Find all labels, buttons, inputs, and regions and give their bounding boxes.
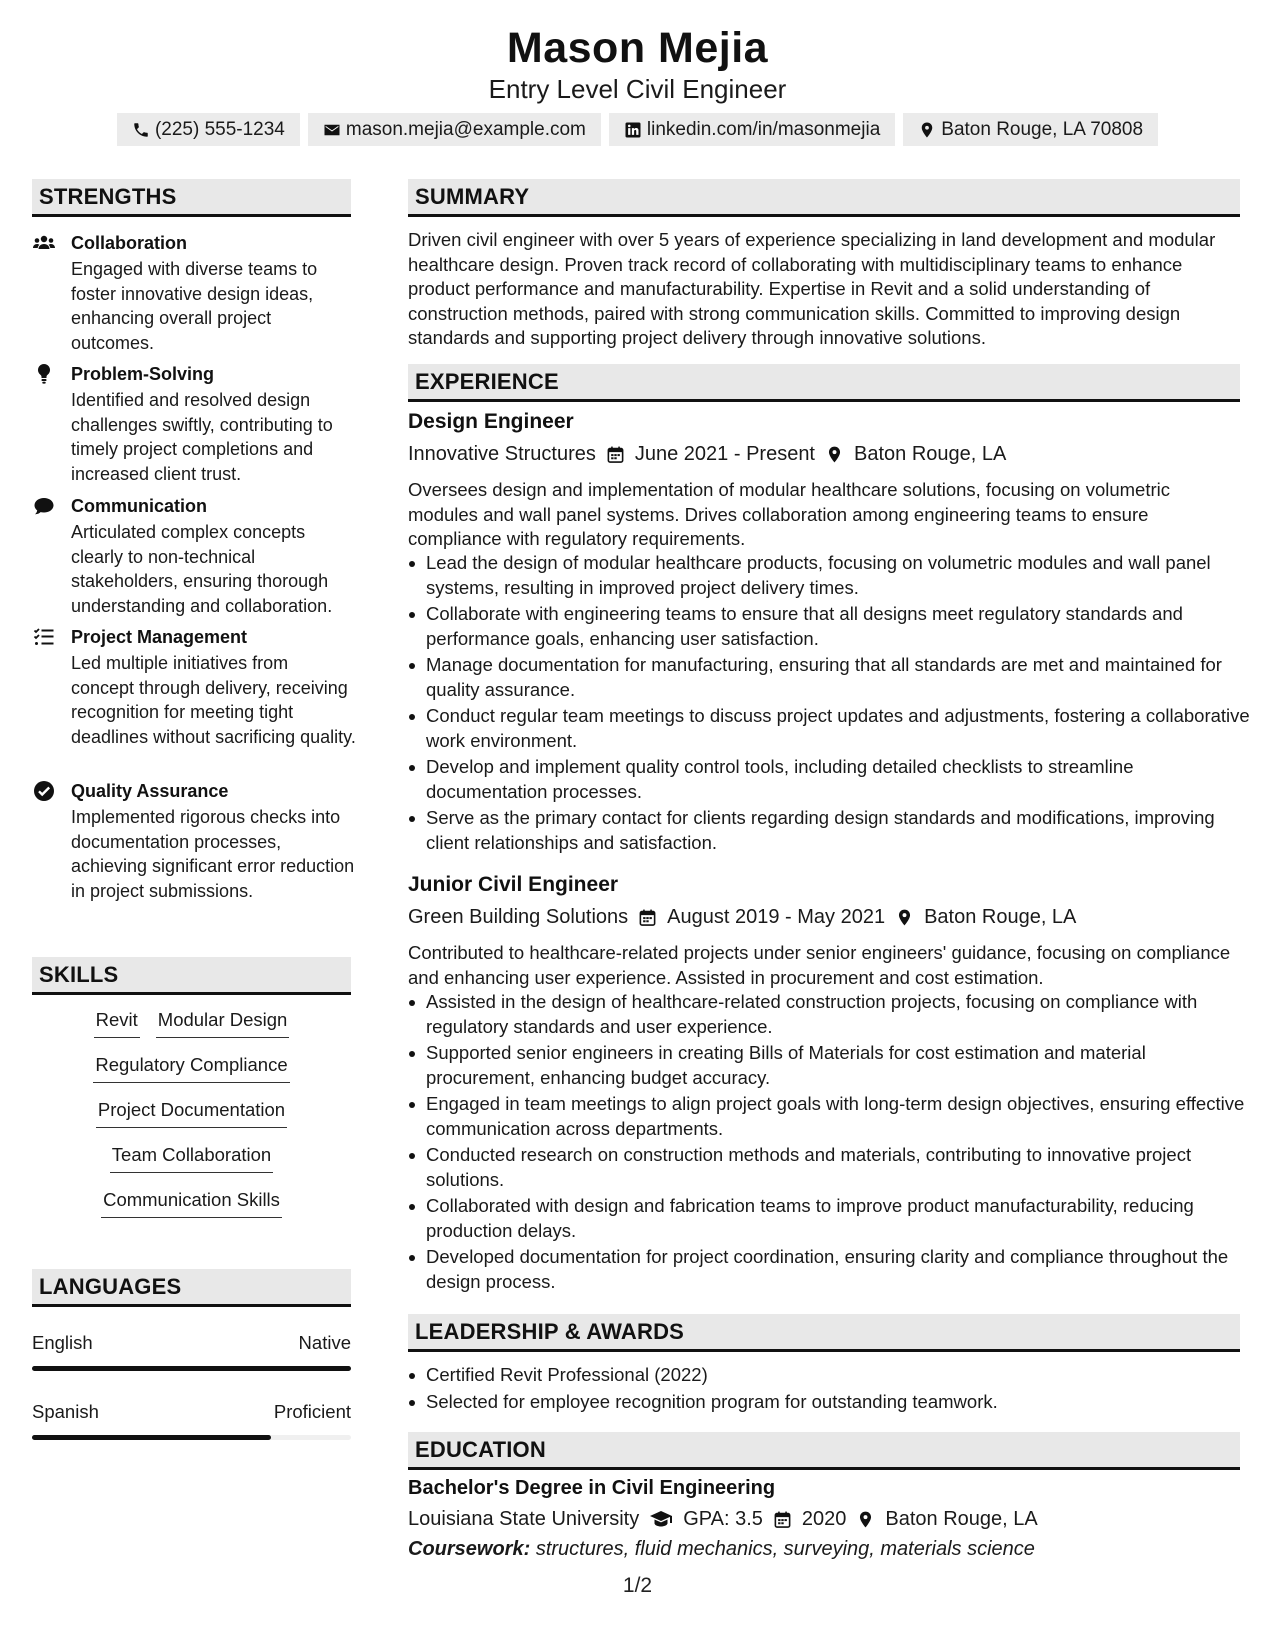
list-item: Assisted in the design of healthcare-related construction projects, focusing on compliance with regulatory standards and user experience. — [426, 990, 1258, 1039]
phone-text: (225) 555-1234 — [154, 119, 285, 140]
leadership-heading-text: LEADERSHIP & AWARDS — [415, 1319, 685, 1344]
skills-list — [32, 1008, 351, 1233]
summary-heading-text: SUMMARY — [415, 184, 530, 209]
contact-bar — [0, 113, 1275, 146]
coursework-line — [408, 1538, 1240, 1561]
leadership-list — [408, 1363, 1258, 1416]
speech-bubble-icon — [32, 494, 56, 518]
position-bullets — [408, 990, 1258, 1296]
proficiency-fill — [32, 1366, 351, 1371]
position-dates: August 2019 - May 2021 — [667, 906, 886, 928]
strength-title: Collaboration — [71, 233, 187, 253]
job-title-heading: Entry Level Civil Engineer — [488, 74, 787, 104]
phone-chip[interactable] — [117, 113, 300, 146]
email-text: mason.mejia@example.com — [345, 119, 586, 140]
list-item: Collaborate with engineering teams to ensure that all designs meet regulatory standards and performance goals, enhancing user satisfaction. — [426, 602, 1258, 651]
position-meta — [408, 443, 1006, 466]
skill-tag: Team Collaboration — [110, 1143, 273, 1173]
list-item: Develop and implement quality control tools, including detailed checklists to streamline documentation processes. — [426, 755, 1258, 804]
company-name: Green Building Solutions — [408, 906, 629, 928]
languages-heading-text: LANGUAGES — [39, 1274, 182, 1299]
phone-icon — [132, 121, 150, 139]
language-level: Native — [298, 1332, 351, 1353]
lightbulb-icon — [32, 362, 56, 386]
language-level: Proficient — [273, 1401, 351, 1422]
calendar-icon — [638, 908, 657, 927]
education-meta — [408, 1507, 1038, 1531]
strength-description: Identified and resolved design challenges swiftly, contributing to timely project completions and increased client trust. — [71, 390, 333, 484]
page-number: 1/2 — [622, 1574, 653, 1597]
position-dates: June 2021 - Present — [634, 443, 815, 465]
calendar-icon — [606, 445, 625, 464]
location-chip — [903, 113, 1158, 146]
linkedin-icon — [624, 121, 642, 139]
position-location: Baton Rouge, LA — [924, 906, 1077, 928]
strength-description: Led multiple initiatives from concept through delivery, receiving recognition for meeting tight deadlines without sacrificing quality. — [71, 653, 356, 747]
company-name: Innovative Structures — [408, 443, 596, 465]
proficiency-bar — [32, 1435, 351, 1440]
position-meta — [408, 906, 1076, 929]
list-item: Conduct regular team meetings to discuss project updates and adjustments, fostering a collaborative work environment. — [426, 704, 1258, 753]
linkedin-text: linkedin.com/in/masonmejia — [646, 119, 881, 140]
check-circle-icon — [32, 779, 56, 803]
strengths-heading — [32, 179, 351, 217]
experience-heading-text: EXPERIENCE — [415, 369, 559, 394]
position-bullets — [408, 551, 1258, 857]
list-item: Conducted research on construction methods and materials, contributing to innovative project solutions. — [426, 1143, 1258, 1192]
leadership-heading — [408, 1314, 1240, 1352]
skills-heading-text: SKILLS — [39, 962, 119, 987]
strength-title: Project Management — [71, 627, 248, 647]
skill-tag: Modular Design — [156, 1008, 290, 1038]
list-item: Selected for employee recognition program for outstanding teamwork. — [426, 1390, 1258, 1415]
graduation-cap-icon — [649, 1507, 673, 1531]
position-description: Contributed to healthcare-related projects under senior engineers' guidance, focusing on compliance and enhancing user experience. Assisted in procurement and cost estimation. — [408, 942, 1231, 988]
position-title: Junior Civil Engineer — [408, 873, 619, 896]
skill-tag: Project Documentation — [96, 1098, 287, 1128]
location-text: Baton Rouge, LA 70808 — [941, 119, 1144, 140]
degree-title: Bachelor's Degree in Civil Engineering — [408, 1477, 776, 1499]
list-item: Supported senior engineers in creating Bills of Materials for cost estimation and material procurement, enhancing budget accuracy. — [426, 1041, 1258, 1090]
skill-tag: Communication Skills — [101, 1188, 282, 1218]
position-title: Design Engineer — [408, 410, 574, 433]
list-item: Serve as the primary contact for clients regarding design standards and modifications, improving client relationships and satisfaction. — [426, 806, 1258, 855]
proficiency-bar — [32, 1366, 351, 1371]
school-name: Louisiana State University — [408, 1507, 640, 1530]
list-item: Engaged in team meetings to align project goals with long-term design objectives, ensuring effective communication across departments. — [426, 1092, 1258, 1141]
languages-heading — [32, 1269, 351, 1307]
position-location: Baton Rouge, LA — [854, 443, 1007, 465]
map-pin-icon — [918, 121, 936, 139]
linkedin-chip[interactable] — [609, 113, 895, 146]
education-heading-text: EDUCATION — [415, 1437, 546, 1462]
list-item: Manage documentation for manufacturing, ensuring that all standards are met and maintained for quality assurance. — [426, 653, 1258, 702]
list-item: Lead the design of modular healthcare products, focusing on volumetric modules and wall panel systems, resulting in improved project delivery times. — [426, 551, 1258, 600]
coursework-label: Coursework: — [408, 1538, 531, 1560]
summary-text: Driven civil engineer with over 5 years of experience specializing in land development and modular healthcare design. Proven track record of collaborating with multidisciplinary teams to enhance product performance and manufacturability. Expertise in Revit and a solid understanding of construction methods, paired with strong communication skills. Committed to improving design standards and supporting project delivery through innovative solutions. — [408, 229, 1216, 348]
gpa-text: GPA: 3.5 — [683, 1507, 763, 1530]
map-pin-icon — [825, 445, 844, 464]
strength-title: Problem-Solving — [71, 364, 215, 384]
summary-heading — [408, 179, 1240, 217]
map-pin-icon — [895, 908, 914, 927]
strength-description: Implemented rigorous checks into documentation processes, achieving significant error reduction in project submissions. — [71, 807, 355, 901]
list-item: Developed documentation for project coordination, ensuring clarity and compliance throughout the design process. — [426, 1245, 1258, 1294]
skill-tag: Regulatory Compliance — [93, 1053, 289, 1083]
proficiency-fill — [32, 1435, 271, 1440]
list-item: Collaborated with design and fabrication teams to improve product manufacturability, reducing production delays. — [426, 1194, 1258, 1243]
users-icon — [32, 231, 56, 255]
calendar-icon — [773, 1510, 792, 1529]
language-name: English — [32, 1332, 93, 1353]
task-list-icon — [32, 625, 56, 649]
strengths-heading-text: STRENGTHS — [39, 184, 177, 209]
position-description: Oversees design and implementation of modular healthcare solutions, focusing on volumetric modules and wall panel systems. Drives collaboration among engineering teams to ensure compliance with regulatory requirements. — [408, 479, 1170, 549]
strength-title: Quality Assurance — [71, 781, 229, 801]
graduation-year: 2020 — [801, 1507, 847, 1530]
skill-tag: Revit — [94, 1008, 140, 1038]
skills-heading — [32, 957, 351, 995]
candidate-name: Mason Mejia — [506, 24, 769, 72]
email-chip[interactable] — [308, 113, 601, 146]
strength-title: Communication — [71, 496, 208, 516]
strength-description: Articulated complex concepts clearly to non-technical stakeholders, ensuring thorough understanding and collaboration. — [71, 522, 333, 616]
experience-heading — [408, 364, 1240, 402]
map-pin-icon — [856, 1510, 875, 1529]
list-item: Certified Revit Professional (2022) — [426, 1363, 1258, 1388]
education-location: Baton Rouge, LA — [885, 1507, 1038, 1530]
envelope-icon — [323, 121, 341, 139]
strength-description: Engaged with diverse teams to foster innovative design ideas, enhancing overall project outcomes. — [71, 259, 318, 353]
coursework-text: structures, fluid mechanics, surveying, materials science — [535, 1538, 1035, 1560]
education-heading — [408, 1432, 1240, 1470]
language-name: Spanish — [32, 1401, 99, 1422]
